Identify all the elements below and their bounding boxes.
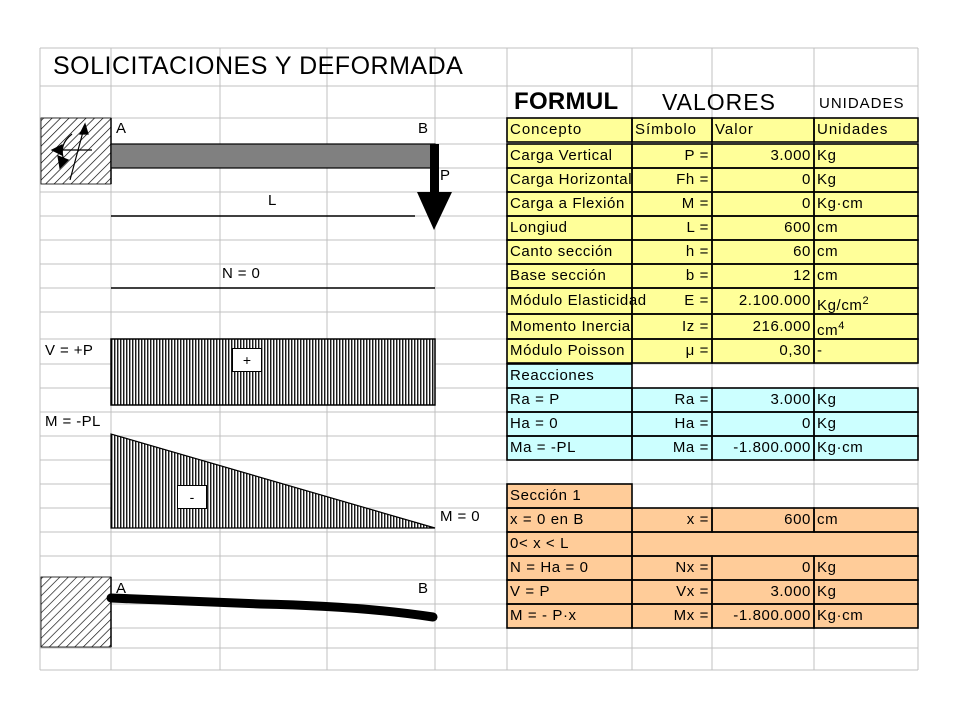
- unidad-cell: Kg: [817, 415, 837, 432]
- simbolo-cell: Ra =: [674, 391, 709, 408]
- concepto-cell: M = - P·x: [510, 607, 577, 624]
- unidad-cell: Kg: [817, 171, 837, 188]
- unidades-header: UNIDADES: [819, 95, 905, 112]
- column-header: Símbolo: [635, 121, 698, 138]
- simbolo-cell: Iz =: [682, 318, 709, 335]
- unidad-cell: Kg·cm: [817, 439, 864, 456]
- normal-force-label: N = 0: [222, 265, 261, 282]
- valor-cell: 2.100.000: [738, 292, 811, 309]
- valor-cell: 3.000: [770, 583, 811, 600]
- concepto-cell: N = Ha = 0: [510, 559, 589, 576]
- formula-header: FORMUL: [514, 88, 619, 115]
- valor-cell: -1.800.000: [733, 607, 811, 624]
- unit-superscript: 4: [838, 320, 845, 332]
- concepto-cell: Módulo Elasticidad: [510, 292, 647, 309]
- column-header: Unidades: [817, 121, 889, 138]
- moment-sign: -: [177, 485, 207, 509]
- valor-cell: 0: [802, 415, 811, 432]
- simbolo-cell: b =: [685, 267, 709, 284]
- reacciones-header: Reacciones: [510, 367, 595, 384]
- concepto-cell: Canto sección: [510, 243, 613, 260]
- unidad-cell: Kg: [817, 583, 837, 600]
- simbolo-cell: μ =: [685, 342, 709, 359]
- unit-superscript: 2: [862, 295, 870, 307]
- deformed-beam: [111, 598, 433, 617]
- simbolo-cell: x =: [686, 511, 709, 528]
- unidad-cell: Kg·cm: [817, 607, 864, 624]
- simbolo-cell: Ha =: [674, 415, 709, 432]
- simbolo-cell: Vx =: [676, 583, 709, 600]
- unidad-cell: cm: [817, 243, 839, 260]
- valores-header: VALORES: [662, 89, 776, 115]
- concepto-cell: Carga a Flexión: [510, 195, 625, 212]
- unidad-cell: Kg·cm: [817, 195, 864, 212]
- length-label-l: L: [268, 192, 277, 209]
- valor-cell: [712, 532, 814, 556]
- concepto-cell: 0< x < L: [510, 535, 570, 552]
- simbolo-cell: Fh =: [676, 171, 709, 188]
- valor-cell: -1.800.000: [733, 439, 811, 456]
- simbolo-cell: L =: [686, 219, 709, 236]
- unidad-cell: cm: [817, 267, 839, 284]
- simbolo-cell: M =: [681, 195, 709, 212]
- valor-cell: 0: [802, 559, 811, 576]
- moment-diagram: [111, 434, 435, 528]
- valor-cell: 600: [784, 511, 811, 528]
- beam: [111, 144, 435, 168]
- unidad-cell: [814, 532, 918, 556]
- shear-label: V = +P: [45, 342, 94, 359]
- unidad-cell: Kg: [817, 147, 837, 164]
- valor-cell: 600: [784, 219, 811, 236]
- concepto-cell: Momento Inercia: [510, 318, 631, 335]
- deformed-label-a: A: [116, 580, 127, 597]
- unidad-cell: $cm^4$: [817, 320, 845, 339]
- page-title: SOLICITACIONES Y DEFORMADA: [53, 52, 464, 80]
- unidad-cell: cm: [817, 219, 839, 236]
- valor-cell: 0,30: [779, 342, 811, 359]
- simbolo-cell: P =: [684, 147, 709, 164]
- simbolo-cell: [632, 532, 712, 556]
- column-header: Concepto: [510, 121, 583, 138]
- concepto-cell: Ra = P: [510, 391, 560, 408]
- simbolo-cell: E =: [684, 292, 709, 309]
- concepto-cell: Longiud: [510, 219, 568, 236]
- concepto-cell: Ha = 0: [510, 415, 559, 432]
- load-label-p: P: [440, 167, 451, 184]
- concepto-cell: Carga Vertical: [510, 147, 613, 164]
- unidad-cell: cm: [817, 511, 839, 528]
- concepto-cell: Ma = -PL: [510, 439, 577, 456]
- concepto-cell: x = 0 en B: [510, 511, 584, 528]
- valor-cell: 60: [793, 243, 811, 260]
- valor-cell: 12: [793, 267, 811, 284]
- simbolo-cell: Nx =: [675, 559, 709, 576]
- wall-support-bottom: [41, 577, 111, 647]
- column-header: Valor: [715, 121, 754, 138]
- valor-cell: 0: [802, 195, 811, 212]
- wall-support-top: [41, 118, 111, 184]
- beam-label-b: B: [418, 120, 429, 137]
- seccion-header: Sección 1: [510, 487, 582, 504]
- concepto-cell: V = P: [510, 583, 551, 600]
- unidad-cell: Kg: [817, 559, 837, 576]
- moment-end-label: M = 0: [440, 508, 480, 525]
- simbolo-cell: Mx =: [673, 607, 709, 624]
- moment-label: M = -PL: [45, 413, 101, 430]
- deformed-label-b: B: [418, 580, 429, 597]
- valor-cell: 216.000: [752, 318, 811, 335]
- simbolo-cell: Ma =: [672, 439, 709, 456]
- concepto-cell: Módulo Poisson: [510, 342, 626, 359]
- valor-cell: 3.000: [770, 391, 811, 408]
- unidad-cell: $Kg/cm^2$: [817, 295, 870, 314]
- valor-cell: 3.000: [770, 147, 811, 164]
- beam-label-a: A: [116, 120, 127, 137]
- valor-cell: 0: [802, 171, 811, 188]
- shear-sign: +: [232, 348, 262, 372]
- shear-diagram: [111, 339, 435, 405]
- concepto-cell: Base sección: [510, 267, 607, 284]
- unidad-cell: -: [817, 342, 823, 359]
- simbolo-cell: h =: [685, 243, 709, 260]
- unidad-cell: Kg: [817, 391, 837, 408]
- concepto-cell: Carga Horizontal: [510, 171, 633, 188]
